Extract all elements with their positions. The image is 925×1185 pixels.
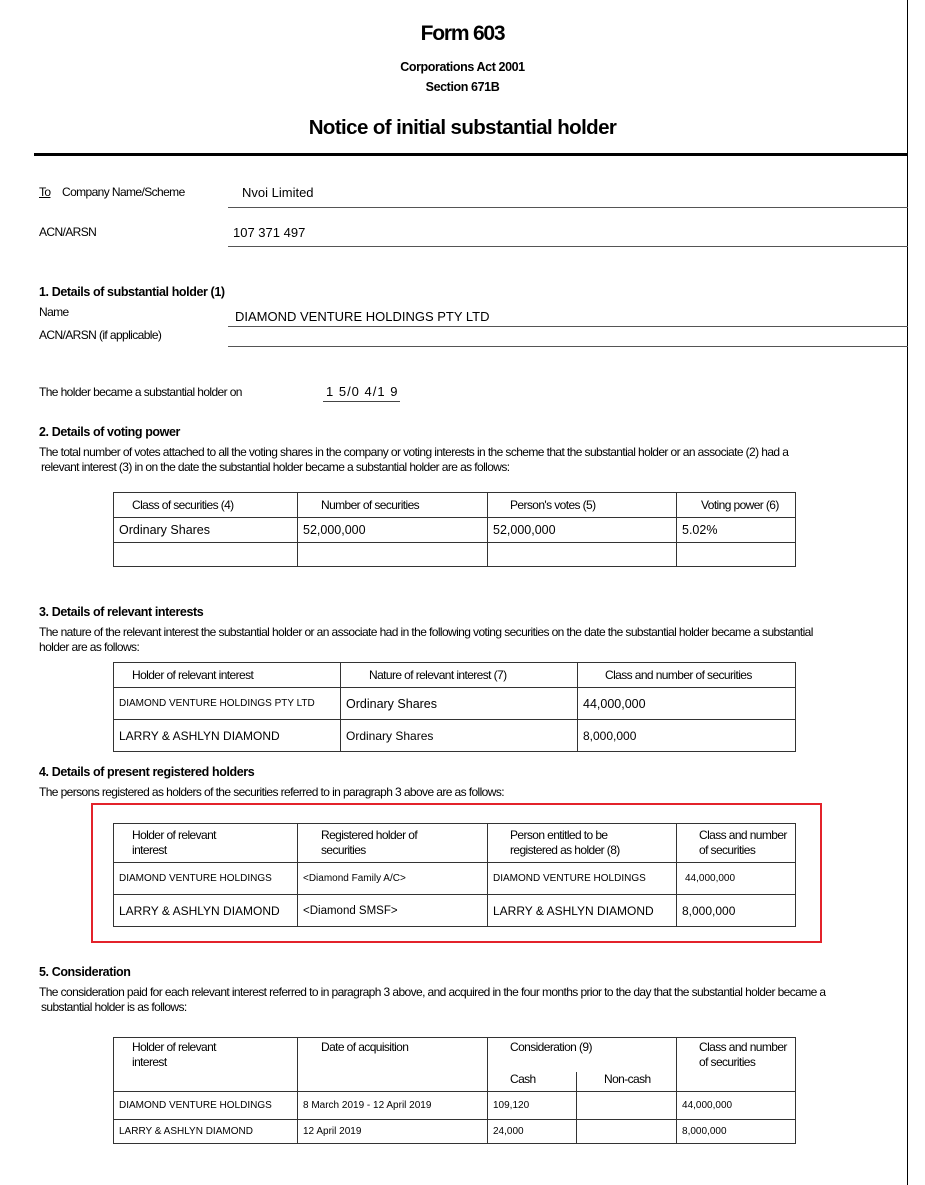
table-cell [488,543,677,567]
section1-heading: 1. Details of substantial holder (1) [39,285,225,299]
page-right-border [907,0,908,1185]
header-class-and-number: Class and number of securities [677,1038,796,1092]
table-row [114,895,796,927]
section5-description-line1: The consideration paid for each relevant interest referred to in paragraph 3 above, and acquired in the four months prior to the day that the substantial holder became a [39,985,826,999]
header-date-of-acquisition: Date of acquisition [298,1038,488,1092]
section5-heading: 5. Consideration [39,965,131,979]
section2-description-line1: The total number of votes attached to all the voting shares in the company or voting interests in the scheme that the substantial holder or an associate (2) had a [39,445,789,459]
table-cell [677,543,796,567]
table-cell: LARRY & ASHLYN DIAMOND [488,895,677,927]
table-cell: DIAMOND VENTURE HOLDINGS [114,863,298,895]
table-row [114,688,796,720]
header-nature-of-relevant-interest: Nature of relevant interest (7) [341,663,578,688]
header-holder-of-relevant-interest: Holder of relevant interest [114,824,298,863]
header-persons-votes: Person's votes (5) [488,493,677,518]
holder-name-underline [228,326,908,327]
table-cell: 109,120 [488,1092,577,1120]
table-row [114,518,796,543]
table-cell: <Diamond SMSF> [298,895,488,927]
header-person-entitled: Person entitled to be registered as holder (8) [488,824,677,863]
acn-label: ACN/ARSN [39,225,97,239]
table-cell: 44,000,000 [578,688,796,720]
became-holder-date: 1 5/0 4/1 9 [323,384,400,402]
section3-description-line2: holder are as follows: [39,640,140,654]
table-cell: 24,000 [488,1120,577,1144]
header-class-and-number: Class and number of securities [578,663,796,688]
to-label: To [39,185,51,199]
header-consideration: Consideration (9) [488,1038,677,1072]
header-cash: Cash [488,1072,577,1092]
table-cell: DIAMOND VENTURE HOLDINGS [114,1092,298,1120]
holder-name-value: DIAMOND VENTURE HOLDINGS PTY LTD [235,309,490,324]
table-cell: Ordinary Shares [341,720,578,752]
table-row [114,543,796,567]
table-cell: LARRY & ASHLYN DIAMOND [114,720,341,752]
table-cell [577,1092,677,1120]
table-cell: <Diamond Family A/C> [298,863,488,895]
table-cell: LARRY & ASHLYN DIAMOND [114,1120,298,1144]
section5-description-line2: substantial holder is as follows: [41,1000,187,1014]
company-name-underline [228,207,908,208]
registered-holders-table [113,823,796,927]
acn-underline [228,246,908,247]
acn-value: 107 371 497 [233,225,306,240]
table-row [114,1092,796,1120]
holder-acn-label: ACN/ARSN (if applicable) [39,328,162,342]
section3-description-line1: The nature of the relevant interest the substantial holder or an associate had in the following voting securities on the date the substantial holder became a substantial [39,625,813,639]
section2-description-line2: relevant interest (3) in on the date the substantial holder became a substantial holder are as follows: [41,460,510,474]
section3-heading: 3. Details of relevant interests [39,605,204,619]
table-cell: Ordinary Shares [341,688,578,720]
table-cell: 5.02% [677,518,796,543]
company-name-label: Company Name/Scheme [62,185,185,199]
table-row [114,863,796,895]
header-class-of-securities: Class of securities (4) [114,493,298,518]
holder-acn-underline [228,346,908,347]
table-cell: 8,000,000 [578,720,796,752]
consideration-table [113,1037,796,1144]
header-class-and-number: Class and number of securities [677,824,796,863]
section4-description-line1: The persons registered as holders of the securities referred to in paragraph 3 above are as follows: [39,785,504,799]
header-divider [34,153,908,156]
form-title: Form 603 [420,22,505,45]
company-name-value: Nvoi Limited [242,185,314,200]
table-cell: LARRY & ASHLYN DIAMOND [114,895,298,927]
table-cell [298,543,488,567]
section-reference: Section 671B [425,80,500,94]
table-cell: 44,000,000 [677,863,796,895]
table-cell: 12 April 2019 [298,1120,488,1144]
table-cell: Ordinary Shares [114,518,298,543]
header-voting-power: Voting power (6) [677,493,796,518]
table-cell: DIAMOND VENTURE HOLDINGS PTY LTD [114,688,341,720]
table-cell: 8,000,000 [677,1120,796,1144]
header-holder-of-relevant-interest: Holder of relevant interest [114,663,341,688]
table-cell [114,543,298,567]
table-cell: DIAMOND VENTURE HOLDINGS [488,863,677,895]
holder-name-label: Name [39,305,69,319]
act-name: Corporations Act 2001 [400,60,525,74]
table-cell: 44,000,000 [677,1092,796,1120]
header-holder-of-relevant-interest: Holder of relevant interest [114,1038,298,1092]
section4-heading: 4. Details of present registered holders [39,765,255,779]
table-cell [577,1120,677,1144]
table-cell: 52,000,000 [298,518,488,543]
voting-power-table [113,492,796,567]
table-cell: 52,000,000 [488,518,677,543]
relevant-interests-table [113,662,796,752]
header-number-of-securities: Number of securities [298,493,488,518]
became-holder-label: The holder became a substantial holder on [39,385,242,399]
notice-title: Notice of initial substantial holder [308,116,617,139]
section2-heading: 2. Details of voting power [39,425,181,439]
header-non-cash: Non-cash [577,1072,677,1092]
table-row [114,720,796,752]
table-row [114,1120,796,1144]
header-registered-holder: Registered holder of securities [298,824,488,863]
table-cell: 8 March 2019 - 12 April 2019 [298,1092,488,1120]
table-cell: 8,000,000 [677,895,796,927]
